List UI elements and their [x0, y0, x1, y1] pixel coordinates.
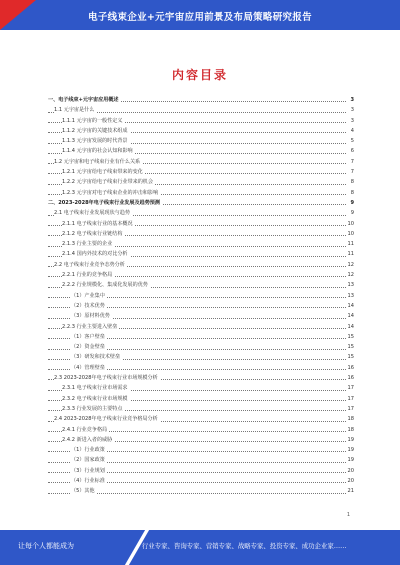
footer-slogan: 让每个人都能成为 [18, 542, 74, 550]
toc-entry-label: 2.1.4 国内外技术的对比分析 [62, 249, 130, 259]
toc-entry[interactable] [48, 126, 354, 136]
toc-entry-label: （3）原材料优势 [71, 311, 112, 321]
toc-entry-label: 2.1.3 行业主要的企业 [62, 239, 114, 249]
toc-entry[interactable] [48, 476, 354, 486]
toc-entry-page: 3 [346, 95, 354, 105]
toc-entry-page: 14 [346, 311, 354, 321]
toc-entry-label: 1.2.3 元宇宙对电子线束企业的冲击和影响 [62, 188, 160, 198]
toc-entry-page: 9 [346, 208, 354, 218]
toc-entry-label: （2）技术优势 [71, 301, 107, 311]
toc-entry-label: （4）行业标准 [71, 476, 107, 486]
toc-entry-label: 2.3.1 电子线束行业市场需求 [62, 383, 130, 393]
toc-entry-page: 19 [346, 455, 354, 465]
toc-entry-page: 14 [346, 322, 354, 332]
toc-entry[interactable] [48, 414, 354, 424]
toc-entry-label: 2.1.1 电子线束行业的基本概况 [62, 219, 135, 229]
toc-entry-label: 2.3.2 电子线束行业市场规模 [62, 394, 130, 404]
toc-entry-label: 2.4 2023-2028年电子线束行业竞争格局分析 [54, 414, 160, 424]
toc-entry-label: 2.2.3 行业主要进入壁垒 [62, 322, 119, 332]
toc-entry-label: 2.2.2 行业规模化、集成化发展的优势 [62, 280, 150, 290]
toc-entry-label: （4）管理壁垒 [71, 363, 107, 373]
toc-entry[interactable] [48, 229, 354, 239]
toc-entry[interactable] [48, 177, 354, 187]
toc-entry-label: （1）行业政策 [71, 445, 107, 455]
toc-entry-label: 2.2 电子线束行业竞争态势分析 [54, 260, 127, 270]
toc-entry-page: 15 [346, 342, 354, 352]
toc-entry-page: 4 [346, 126, 354, 136]
toc-entry[interactable] [48, 146, 354, 156]
toc-entry-page: 8 [346, 188, 354, 198]
toc-entry[interactable] [48, 404, 354, 414]
toc-entry-page: 19 [346, 445, 354, 455]
toc-entry-page: 12 [346, 260, 354, 270]
toc-entry-page: 17 [346, 394, 354, 404]
toc-entry-page: 15 [346, 352, 354, 362]
toc-entry-page: 16 [346, 363, 354, 373]
toc-entry[interactable] [48, 219, 354, 229]
toc-entry-page: 3 [346, 105, 354, 115]
toc-entry-label: （3）行业规划 [71, 466, 107, 476]
toc-entry-page: 7 [346, 167, 354, 177]
footer-roles: 行业专家、咨询专家、营销专家、战略专家、投资专家、成功企业家…… [142, 542, 347, 550]
toc-entry[interactable] [48, 445, 354, 455]
toc-entry-page: 19 [346, 435, 354, 445]
toc-entry-label: 1.1 元宇宙是什么 [54, 105, 96, 115]
toc-entry-page: 10 [346, 229, 354, 239]
toc-entry-page: 18 [346, 425, 354, 435]
toc-entry[interactable] [48, 260, 354, 270]
toc-heading: 内容目录 [171, 68, 228, 82]
toc-entry-label: 1.1.4 元宇宙的社会认知和影响 [62, 146, 135, 156]
toc-entry[interactable] [48, 322, 354, 332]
toc-entry-label: 1.2.1 元宇宙给电子线束带来的变化 [62, 167, 145, 177]
toc-entry-page: 12 [346, 270, 354, 280]
toc-entry-page: 10 [346, 219, 354, 229]
toc-entry-label: 2.3 2023-2028年电子线束行业市场规模分析 [54, 373, 160, 383]
toc-entry-page: 21 [346, 486, 354, 496]
toc-entry-label: 1.2 元宇宙和电子线束行业有什么关系 [54, 157, 142, 167]
toc-entry[interactable] [48, 249, 354, 259]
toc-entry[interactable] [48, 208, 354, 218]
toc-entry-label: （5）其他 [71, 486, 97, 496]
toc-entry[interactable] [48, 394, 354, 404]
toc-entry-label: 一、电子线束+元宇宙应用概述 [48, 95, 121, 105]
toc-entry[interactable] [48, 455, 354, 465]
toc-entry-page: 20 [346, 476, 354, 486]
toc-entry-label: （2）资金壁垒 [71, 342, 107, 352]
toc-entry-page: 8 [346, 177, 354, 187]
toc-entry-label: 2.1 电子线束行业发展现状与趋势 [54, 208, 132, 218]
toc-entry[interactable] [48, 311, 354, 321]
toc-entry[interactable] [48, 136, 354, 146]
page-number: 1 [346, 512, 350, 518]
toc-entry-label: 1.1.2 元宇宙的关键技术组成 [62, 126, 130, 136]
report-title: 电子线束企业+元宇宙应用前景及布局策略研究报告 [88, 12, 312, 23]
report-header-bar [0, 0, 400, 30]
toc-entry[interactable] [48, 342, 354, 352]
toc-entry-page: 14 [346, 301, 354, 311]
toc-entry-label: （2）国家政策 [71, 455, 107, 465]
toc-entry[interactable] [48, 270, 354, 280]
toc-entry[interactable] [48, 373, 354, 383]
toc-entry-label: 2.1.2 电子线束行业链结构 [62, 229, 124, 239]
toc-entry[interactable] [48, 167, 354, 177]
toc-entry-page: 15 [346, 332, 354, 342]
toc-entry-page: 20 [346, 466, 354, 476]
toc-entry-page: 9 [346, 198, 354, 208]
toc-entry-label: 1.2.2 元宇宙给电子线束行业带来的机会 [62, 177, 155, 187]
toc-entry-label: 1.1.1 元宇宙的一般性定义 [62, 116, 124, 126]
toc-entry[interactable] [48, 301, 354, 311]
toc-entry-label: 二、2023-2028年电子线束行业发展及趋势预测 [48, 198, 162, 208]
toc-entry[interactable] [48, 95, 354, 105]
toc-entry[interactable] [48, 105, 354, 115]
toc-entry-label: 2.2.1 行业的竞争格局 [62, 270, 114, 280]
toc-entry[interactable] [48, 280, 354, 290]
toc-entry[interactable] [48, 332, 354, 342]
toc-entry-page: 11 [346, 239, 354, 249]
toc-entry-page: 16 [346, 373, 354, 383]
table-of-contents [48, 95, 354, 497]
toc-entry[interactable] [48, 239, 354, 249]
toc-entry-page: 17 [346, 383, 354, 393]
toc-entry[interactable] [48, 435, 354, 445]
toc-entry-page: 11 [346, 249, 354, 259]
toc-entry-page: 13 [346, 280, 354, 290]
toc-entry[interactable] [48, 188, 354, 198]
toc-entry-page: 13 [346, 291, 354, 301]
toc-entry-label: （1）产业集中 [71, 291, 107, 301]
toc-entry-label: （1）客户壁垒 [71, 332, 107, 342]
toc-entry-page: 7 [346, 157, 354, 167]
toc-entry[interactable] [48, 425, 354, 435]
toc-entry-label: 2.4.1 行业竞争格局 [62, 425, 109, 435]
toc-entry-label: 2.3.3 行业发展的主要特点 [62, 404, 124, 414]
toc-entry-page: 5 [346, 136, 354, 146]
toc-entry[interactable] [48, 486, 354, 496]
toc-entry-label: 1.1.3 元宇宙发展的时代背景 [62, 136, 130, 146]
toc-entry-page: 6 [346, 146, 354, 156]
toc-entry-page: 17 [346, 404, 354, 414]
toc-entry-page: 3 [346, 116, 354, 126]
toc-entry[interactable] [48, 363, 354, 373]
toc-entry[interactable] [48, 466, 354, 476]
toc-entry[interactable] [48, 291, 354, 301]
toc-entry-page: 18 [346, 414, 354, 424]
toc-entry-label: 2.4.2 新进入者的威胁 [62, 435, 114, 445]
toc-entry[interactable] [48, 383, 354, 393]
toc-entry[interactable] [48, 116, 354, 126]
toc-entry[interactable] [48, 352, 354, 362]
toc-entry[interactable] [48, 198, 354, 208]
toc-entry[interactable] [48, 157, 354, 167]
toc-entry-label: （3）研发和技术壁垒 [71, 352, 122, 362]
